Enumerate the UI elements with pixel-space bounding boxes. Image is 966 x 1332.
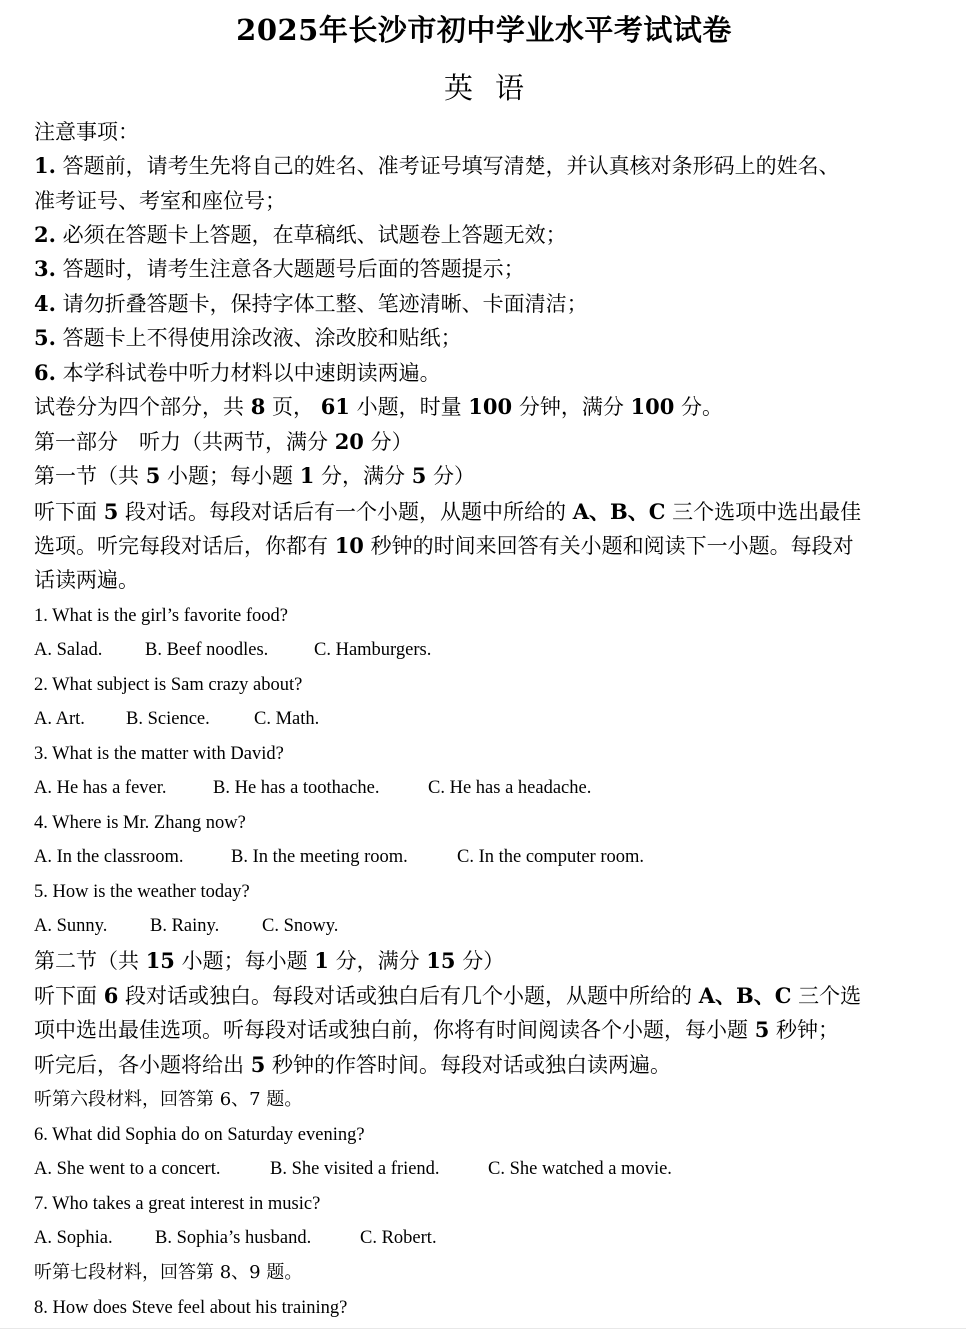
note-text: 答题卡上不得使用涂改液、涂改胶和贴纸； [62,326,462,350]
summary-text: 分钟，满分 [518,395,624,419]
option-c: C. Snowy. [262,916,339,936]
note-text: 答题前，请考生先将自己的姓名、准考证号填写清楚，并认真核对条形码上的姓名、 [62,154,840,178]
instr-number: 5 [754,1017,770,1042]
option-c: C. Math. [254,709,320,729]
summary-text: 试卷分为四个部分，共 [34,395,244,419]
page-edge-divider [0,1328,966,1329]
group-seven-label: 听第七段材料，回答第 8、9 题。 [34,1262,303,1283]
option-a: A. Sunny. [34,916,108,936]
section-two-heading [34,946,504,976]
notes-heading: 注意事项： [34,120,139,144]
part-one-heading [34,427,413,457]
heading-count: 5 [145,463,161,488]
option-b: B. Rainy. [150,916,220,936]
option-a: A. She went to a concert. [34,1159,221,1179]
instr-text: 三个选项中选出最佳 [672,500,862,524]
note-text: 必须在答题卡上答题，在草稿纸、试题卷上答题无效； [62,223,567,247]
question-3-options [34,773,591,803]
note-item-6 [34,358,441,388]
instr-number: 10 [334,533,364,558]
option-b: B. Beef noodles. [145,640,269,660]
section-one-instructions-3: 话读两遍。 [34,568,139,592]
exam-summary [34,392,723,422]
instr-number: 5 [250,1052,266,1077]
instr-text: 秒钟的作答时间。每段对话或独白读两遍。 [272,1053,671,1077]
note-item-4 [34,289,588,319]
question-5: 5. How is the weather today? [34,882,250,902]
option-b: B. In the meeting room. [231,847,408,867]
option-b: B. Science. [126,709,210,729]
note-number: 4. [34,291,56,316]
heading-text: 第一部分 听力（共两节，满分 [34,430,328,454]
question-7-options [34,1223,437,1253]
note-item-2 [34,220,567,250]
question-4: 4. Where is Mr. Zhang now? [34,813,246,833]
question-2: 2. What subject is Sam crazy about? [34,675,303,695]
option-c: C. He has a headache. [428,778,592,798]
option-c: C. Robert. [360,1228,437,1248]
question-8: 8. How does Steve feel about his training? [34,1298,348,1318]
option-c: C. She watched a movie. [488,1159,672,1179]
option-c: C. In the computer room. [457,847,645,867]
question-2-options [34,704,319,734]
exam-subject: 英语 [443,71,546,105]
heading-text: 第二节（共 [34,949,139,973]
summary-time: 100 [468,394,513,419]
heading-text: 分） [462,949,505,973]
instr-text: 秒钟的时间来回答有关小题和阅读下一小题。每段对 [370,534,854,558]
question-6: 6. What did Sophia do on Saturday evening? [34,1125,365,1145]
option-b: B. Sophia’s husband. [155,1228,312,1248]
question-4-options [34,842,644,872]
question-3: 3. What is the matter with David? [34,744,284,764]
note-item-5 [34,323,462,353]
section-one-heading [34,461,475,491]
note-text: 答题时，请考生注意各大题题号后面的答题提示； [62,257,525,281]
instr-options: A、B、C [698,983,792,1008]
instr-text: 选项。听完每段对话后，你都有 [34,534,328,558]
heading-text: 小题；每小题 [181,949,308,973]
note-item-1-continued: 准考证号、考室和座位号； [34,189,286,213]
heading-each: 1 [314,948,329,973]
summary-text: 小题，时量 [356,395,462,419]
section-two-instructions-2 [34,1015,839,1045]
option-a: A. Sophia. [34,1228,113,1248]
option-c: C. Hamburgers. [314,640,432,660]
section-one-instructions-1 [34,497,861,527]
option-a: A. Art. [34,709,85,729]
heading-count: 15 [145,948,175,973]
heading-total: 5 [411,463,427,488]
instr-options: A、B、C [572,499,666,524]
note-item-1 [34,151,840,181]
note-number: 5. [34,325,56,350]
instr-number: 6 [103,983,119,1008]
option-b: B. She visited a friend. [270,1159,440,1179]
note-number: 2. [34,222,56,247]
option-a: A. In the classroom. [34,847,184,867]
heading-text: 分，满分 [335,949,420,973]
note-number: 6. [34,360,56,385]
note-number: 3. [34,256,56,281]
option-b: B. He has a toothache. [213,778,380,798]
instr-text: 段对话或独白。每段对话或独白后有几个小题，从题中所给的 [125,984,692,1008]
summary-pages: 8 [250,394,266,419]
note-text: 请勿折叠答题卡，保持字体工整、笔迹清晰、卡面清洁； [62,292,588,316]
option-a: A. Salad. [34,640,103,660]
summary-score: 100 [630,394,675,419]
summary-questions: 61 [320,394,350,419]
instr-text: 听完后，各小题将给出 [34,1053,244,1077]
note-text: 本学科试卷中听力材料以中速朗读两遍。 [62,361,441,385]
heading-text: 分，满分 [321,464,405,488]
heading-total: 15 [426,948,456,973]
question-7: 7. Who takes a great interest in music? [34,1194,321,1214]
heading-score: 20 [334,429,364,454]
heading-text: 第一节（共 [34,464,139,488]
heading-text: 小题；每小题 [167,464,293,488]
heading-each: 1 [299,463,315,488]
group-six-label: 听第六段材料，回答第 6、7 题。 [34,1089,303,1110]
section-two-instructions-1 [34,981,861,1011]
summary-text: 分。 [681,395,724,419]
instr-number: 5 [103,499,119,524]
section-one-instructions-2 [34,531,854,561]
instr-text: 段对话。每段对话后有一个小题，从题中所给的 [125,500,566,524]
note-number: 1. [34,153,56,178]
option-a: A. He has a fever. [34,778,167,798]
note-item-3 [34,254,525,284]
question-1-options [34,635,431,665]
exam-title: 2025年长沙市初中学业水平考试试卷 [236,13,732,47]
question-5-options [34,911,338,941]
instr-text: 项中选出最佳选项。听每段对话或独白前，你将有时间阅读各个小题，每小题 [34,1018,748,1042]
instr-text: 听下面 [34,984,97,1008]
instr-text: 听下面 [34,500,97,524]
instr-text: 三个选 [798,984,862,1008]
instr-text: 秒钟； [776,1018,839,1042]
summary-text: 页， [272,395,314,419]
heading-text: 分） [433,464,475,488]
question-6-options [34,1154,672,1184]
question-1: 1. What is the girl’s favorite food? [34,606,288,626]
section-two-instructions-3 [34,1050,671,1080]
heading-text: 分） [370,430,413,454]
